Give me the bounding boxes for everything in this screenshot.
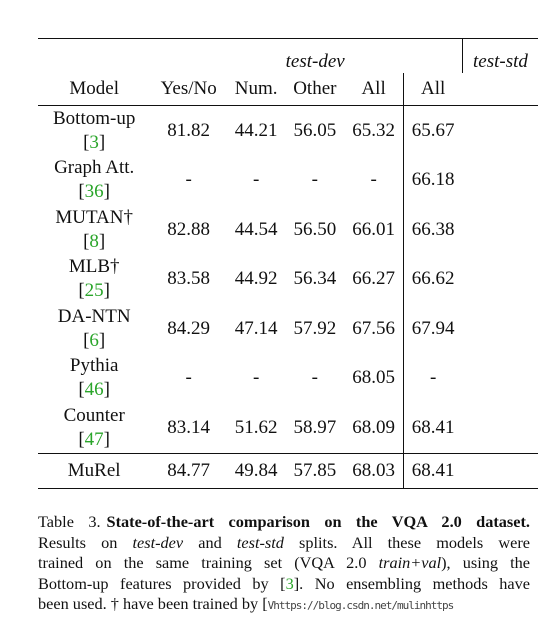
yes-no-cell: 82.88: [167, 218, 211, 240]
all-dev-cell: 68.09: [344, 403, 403, 453]
citation-link[interactable]: 47: [84, 428, 104, 450]
other-cell: 56.34: [293, 268, 337, 290]
all-std-cell: -: [429, 367, 437, 389]
yes-no-cell: 84.29: [167, 317, 211, 339]
column-header-row: [38, 73, 538, 106]
model-name: Counter: [63, 404, 125, 426]
model-name: Graph Att.: [54, 157, 135, 179]
col-header-other: Other: [293, 78, 337, 99]
model-cell: Pythia [46]: [69, 355, 119, 401]
table-row: [38, 156, 538, 206]
citation-link[interactable]: 8: [89, 230, 99, 252]
num-cell: 47.14: [234, 317, 278, 339]
caption-line-3: trained on the same training set (VQA 2.0 train+val), using the: [38, 553, 531, 572]
results-table: [38, 38, 538, 489]
yes-no-cell: 81.82: [167, 119, 211, 141]
table-row-ours: [38, 453, 538, 488]
col-header-model: Model: [69, 78, 119, 99]
model-name: MUTAN†: [55, 206, 133, 228]
caption-title: State-of-the-art comparison on the VQA 2.0 dataset.: [106, 512, 530, 531]
other-cell: 56.50: [293, 218, 337, 240]
all-dev-cell: 66.01: [344, 205, 403, 255]
all-std-cell: 68.41: [411, 416, 455, 438]
citation-link[interactable]: 6: [89, 329, 99, 351]
all-dev-cell: 68.03: [344, 453, 403, 488]
model-cell: Bottom-up [3]: [53, 107, 136, 153]
all-std-cell: 65.67: [411, 119, 455, 141]
all-dev-cell: -: [344, 156, 403, 206]
all-dev-cell: 66.27: [344, 255, 403, 305]
all-std-cell: 68.41: [411, 459, 455, 481]
all-std-cell: 66.18: [411, 169, 455, 191]
caption-line-1: [38, 512, 530, 533]
all-std-cell: 66.38: [411, 218, 455, 240]
all-dev-cell: 65.32: [344, 106, 403, 156]
all-dev-cell: 68.05: [344, 354, 403, 404]
yes-no-cell: 83.58: [167, 268, 211, 290]
model-cell: MLB† [25]: [68, 256, 120, 302]
model-name: MuRel: [67, 459, 121, 481]
model-name: DA-NTN: [57, 305, 131, 327]
caption-line-2: Results on test-dev and test-std splits. All these models were: [38, 532, 531, 552]
all-std-cell: 67.94: [411, 317, 455, 339]
model-cell: Counter [47]: [63, 404, 125, 450]
num-cell: -: [252, 367, 260, 389]
citation-link[interactable]: 3: [285, 573, 294, 593]
num-cell: 44.92: [234, 268, 278, 290]
num-cell: 44.21: [234, 119, 278, 141]
col-header-all-dev: All: [344, 73, 403, 106]
other-cell: -: [311, 169, 318, 191]
num-cell: 44.54: [234, 218, 278, 240]
model-name: Pythia: [69, 355, 119, 377]
yes-no-cell: -: [185, 367, 192, 389]
other-cell: 57.85: [293, 459, 337, 481]
col-header-yes-no: Yes/No: [160, 78, 217, 99]
table-row: [38, 255, 538, 305]
all-dev-cell: 67.56: [344, 304, 403, 354]
citation-link[interactable]: 25: [84, 280, 104, 302]
num-cell: 49.84: [234, 459, 278, 481]
yes-no-cell: -: [185, 169, 192, 191]
citation-link[interactable]: 3: [89, 131, 99, 153]
table-row: [38, 205, 538, 255]
caption-line-5: been used. † have been trained by [Vhttps://blog.csdn.net/mulinhttps: [38, 594, 454, 613]
model-name: MLB†: [68, 256, 120, 278]
caption-line-4: Bottom-up features provided by [3]. No ensembling methods have: [38, 573, 530, 593]
table-row: [38, 403, 538, 453]
model-name: Bottom-up: [53, 107, 136, 129]
other-cell: -: [311, 367, 318, 389]
watermark-overlay: Vhttps://blog.csdn.net/mulinhttps: [267, 599, 454, 612]
other-cell: 58.97: [293, 416, 337, 438]
other-cell: 56.05: [293, 119, 337, 141]
col-header-num: Num.: [234, 78, 278, 99]
other-cell: 57.92: [293, 317, 337, 339]
model-cell: Graph Att. [36]: [54, 157, 135, 203]
yes-no-cell: 84.77: [167, 459, 211, 481]
group-header-test-dev: test-dev: [285, 51, 345, 72]
table-row: [38, 354, 538, 404]
model-cell: MUTAN† [8]: [55, 206, 133, 252]
all-std-cell: 66.62: [411, 268, 455, 290]
num-cell: -: [252, 169, 260, 191]
yes-no-cell: 83.14: [167, 416, 211, 438]
group-header-row: [38, 39, 538, 74]
model-cell: DA-NTN [6]: [57, 305, 131, 351]
table-caption: [38, 512, 530, 617]
citation-link[interactable]: 46: [84, 379, 104, 401]
group-header-test-std: test-std: [472, 51, 528, 72]
caption-label: Table 3.: [38, 512, 101, 531]
citation-link[interactable]: 36: [84, 181, 104, 203]
table-row: [38, 106, 538, 156]
col-header-all-std: All: [420, 78, 446, 99]
table-row: [38, 304, 538, 354]
num-cell: 51.62: [234, 416, 278, 438]
